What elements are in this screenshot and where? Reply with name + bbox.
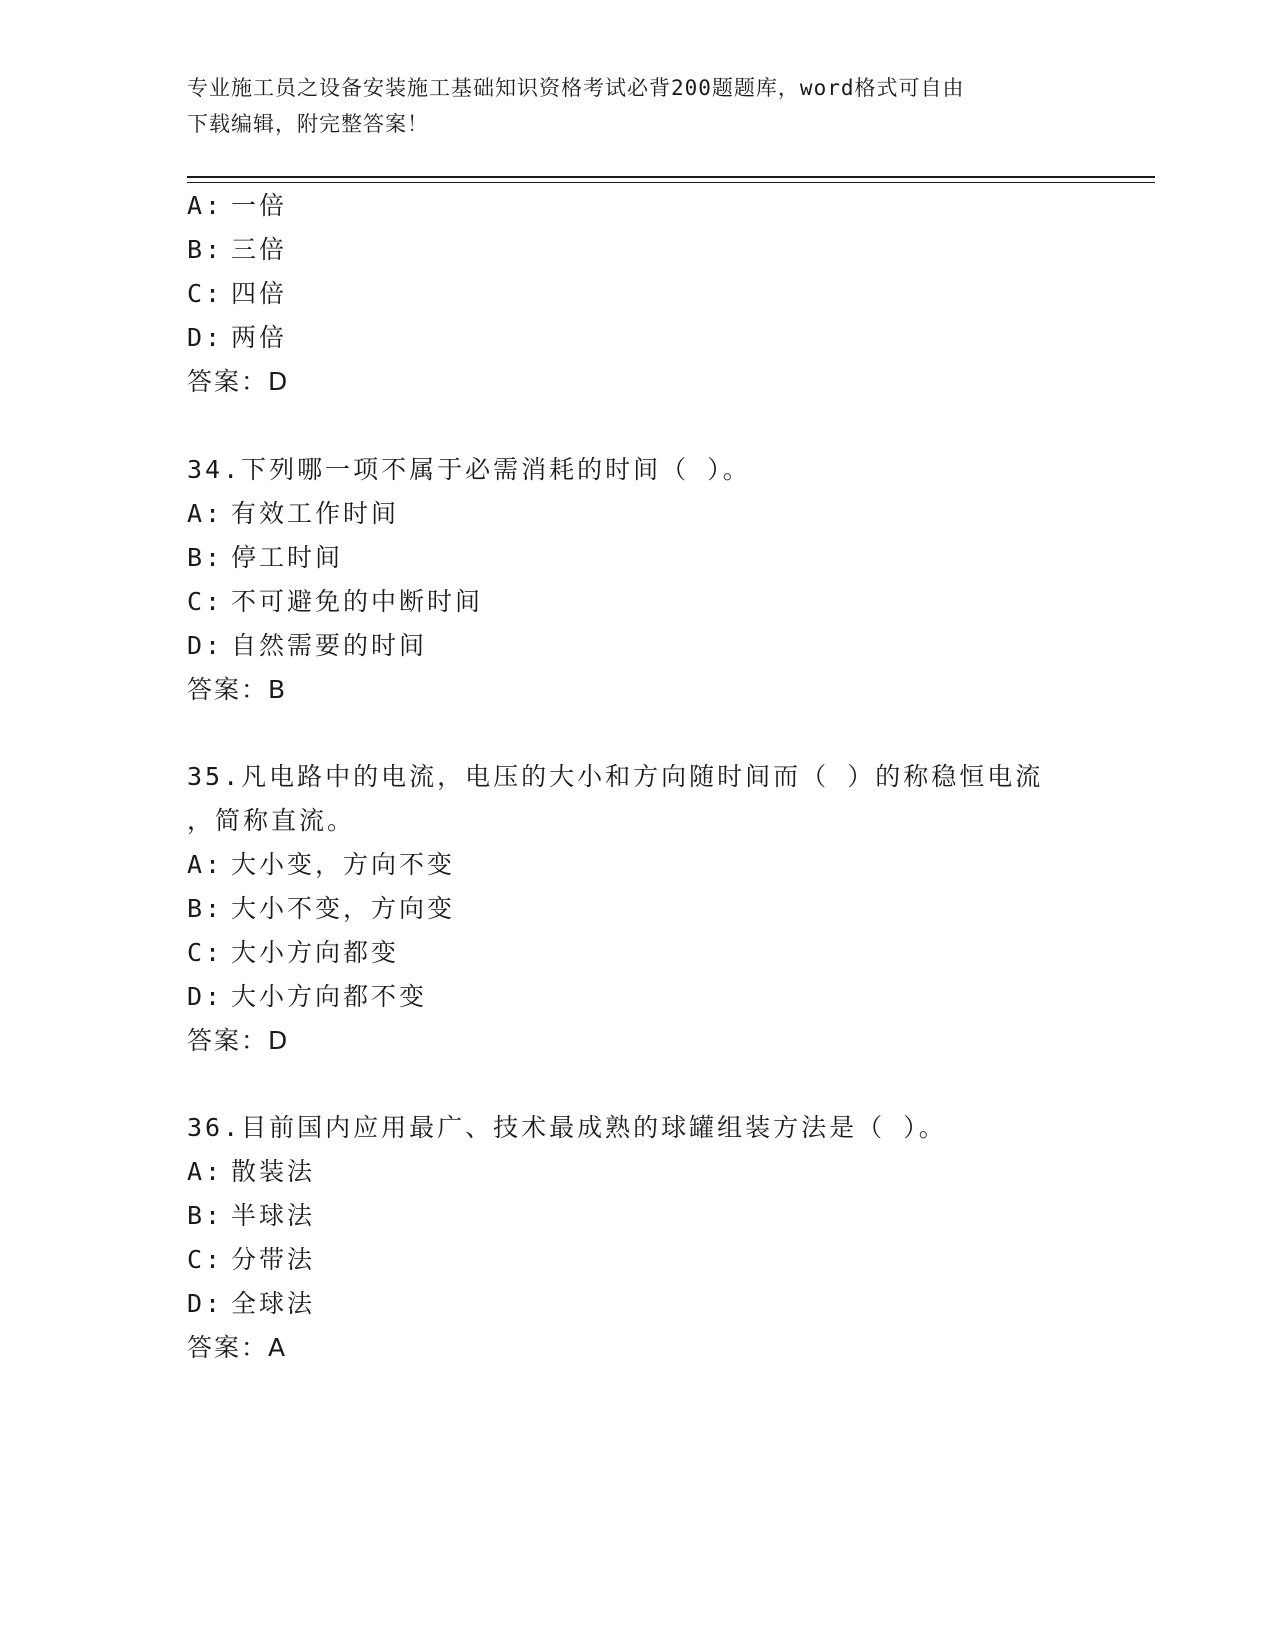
question-35-stem-line-2: ，简称直流。 <box>187 806 356 835</box>
option-c: C: 不可避免的中断时间 <box>187 587 484 616</box>
header-title-line-1: 专业施工员之设备安装施工基础知识资格考试必背200题题库，word格式可自由 <box>187 76 965 100</box>
option-a: A: 一倍 <box>187 191 288 220</box>
answer-line: 答案：B <box>187 675 288 704</box>
answer-line: 答案：D <box>187 1026 290 1055</box>
option-a: A: 散装法 <box>187 1157 316 1186</box>
option-c: C: 四倍 <box>187 279 288 308</box>
option-b: B: 三倍 <box>187 235 288 264</box>
option-d: D: 全球法 <box>187 1289 316 1318</box>
document-header <box>187 70 1067 142</box>
option-c: C: 大小方向都变 <box>187 938 400 967</box>
option-d: D: 两倍 <box>187 323 288 352</box>
option-b: B: 大小不变，方向变 <box>187 894 456 923</box>
question-36-stem: 36.目前国内应用最广、技术最成熟的球罐组装方法是（ ）。 <box>187 1113 947 1142</box>
answer-line: 答案：A <box>187 1333 288 1362</box>
option-b: B: 停工时间 <box>187 543 344 572</box>
option-a: A: 大小变，方向不变 <box>187 850 456 879</box>
question-35-stem-line-1: 35.凡电路中的电流，电压的大小和方向随时间而（ ）的称稳恒电流 <box>187 762 1044 791</box>
option-d: D: 大小方向都不变 <box>187 982 428 1011</box>
header-title-line-2: 下载编辑，附完整答案！ <box>187 112 429 136</box>
option-c: C: 分带法 <box>187 1245 316 1274</box>
option-d: D: 自然需要的时间 <box>187 631 428 660</box>
header-divider-thick <box>187 176 1155 178</box>
header-divider-thin <box>187 182 1155 183</box>
option-b: B: 半球法 <box>187 1201 316 1230</box>
question-34-stem: 34.下列哪一项不属于必需消耗的时间（ ）。 <box>187 455 751 484</box>
answer-line: 答案：D <box>187 367 290 396</box>
option-a: A: 有效工作时间 <box>187 499 400 528</box>
